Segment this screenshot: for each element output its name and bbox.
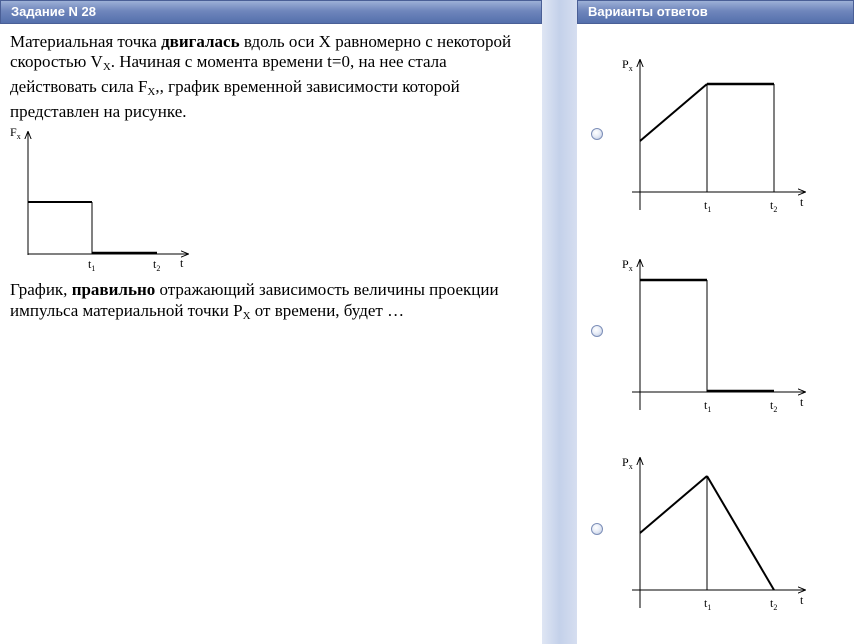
x-axis-label: t: [800, 195, 804, 209]
y-axis-label: $P_x$: [622, 257, 633, 273]
tick-t1: $t_1$: [704, 398, 712, 414]
answer-option-2-radio[interactable]: [591, 325, 603, 337]
tick-t2: $t_2$: [153, 257, 161, 273]
answer-option-1-graph: [620, 52, 815, 222]
tick-t2: $t_2$: [770, 398, 778, 414]
y-axis-label: $P_x$: [622, 57, 633, 73]
x-axis-label: t: [800, 395, 804, 409]
question-paragraph-1: Материальная точка двигалась вдоль оси X равномерно с некоторой скоростью $V_X$. Начиная с момента времени t=0, на нее стала действовать сила $F_X$,, график временной зависимости которой представлен на рисунке.: [10, 32, 512, 121]
answers-header: [577, 0, 854, 24]
answers-title: Варианты ответов: [588, 4, 708, 19]
momentum-rise: [640, 84, 707, 141]
answer-option-3-radio[interactable]: [591, 523, 603, 535]
question-paragraph-2: График, правильно отражающий зависимость величины проекции импульса материальной точки $P_X$ от времени, будет …: [10, 280, 499, 322]
question-text: [10, 32, 535, 122]
y-axis-label: $F_x$: [10, 125, 21, 141]
y-axis-label: $P_x$: [622, 455, 633, 471]
momentum-fall: [707, 476, 774, 590]
force-time-graph: [0, 120, 200, 278]
tick-t2: $t_2$: [770, 198, 778, 214]
momentum-rise: [640, 476, 707, 533]
tick-t1: $t_1$: [704, 198, 712, 214]
tick-t1: $t_1$: [88, 257, 96, 273]
x-axis-label: t: [800, 593, 804, 607]
tick-t2: $t_2$: [770, 596, 778, 612]
answer-option-3-graph: [620, 450, 815, 620]
x-axis-label: t: [180, 256, 184, 270]
task-title: Задание N 28: [11, 4, 97, 19]
task-header: [0, 0, 542, 24]
tick-t1: $t_1$: [704, 596, 712, 612]
answer-option-2-graph: [620, 252, 815, 422]
answer-option-1-radio[interactable]: [591, 128, 603, 140]
panel-divider: [542, 0, 577, 644]
emphasis-correctly: правильно: [71, 280, 156, 299]
emphasis-moved: двигалась: [161, 32, 240, 51]
